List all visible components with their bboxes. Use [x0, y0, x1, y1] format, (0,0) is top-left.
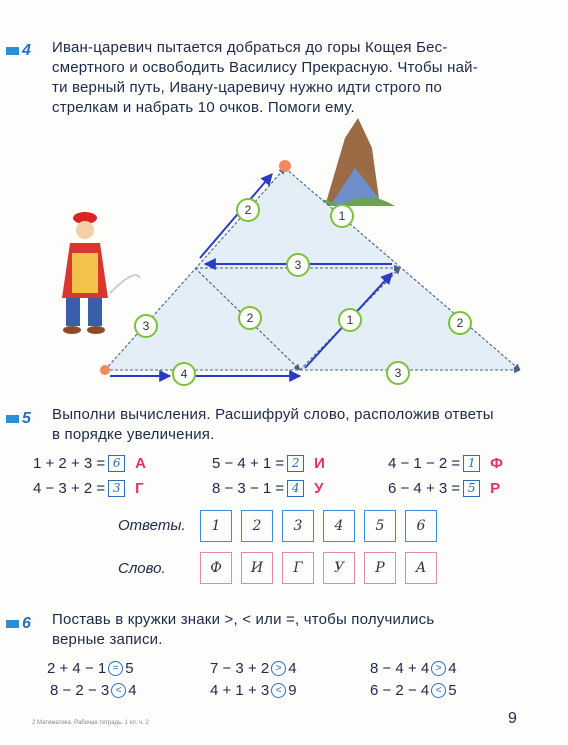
comparison: 4 + 1 + 3 < 9 — [210, 682, 297, 699]
task-6-text: Поставь в кружки знаки >, < или =, чтобы получились верные записи. — [52, 611, 435, 648]
word-cell: Ф — [200, 552, 232, 584]
word-cell: И — [241, 552, 273, 584]
point-circle — [331, 205, 353, 227]
footer-note: 2 Математика. Рабочая тетрадь. 1 кл. ч. 2 — [32, 720, 149, 726]
point-circle — [237, 199, 259, 221]
page-number: 9 — [508, 710, 517, 727]
task-5-text: Выполни вычисления. Расшифруй слово, расположив ответы в порядке увеличения. — [52, 406, 494, 443]
svg-text:1: 1 — [338, 209, 346, 223]
point-circle — [387, 362, 409, 384]
answer-cell: 2 — [241, 510, 273, 542]
word-cell: У — [323, 552, 355, 584]
point-circle — [339, 309, 361, 331]
word-cell: А — [405, 552, 437, 584]
point-circle — [173, 363, 195, 385]
equation: 4 − 1 − 2 = 1 Ф — [388, 455, 503, 472]
svg-text:3: 3 — [294, 258, 302, 272]
answer-cell: 6 — [405, 510, 437, 542]
point-circle — [449, 312, 471, 334]
task-marker-icon — [6, 47, 19, 55]
task-number-6: 6 — [6, 615, 31, 633]
prince-illustration — [62, 212, 140, 334]
svg-text:4: 4 — [180, 367, 188, 381]
answer-cell: 3 — [282, 510, 314, 542]
point-circle — [135, 315, 157, 337]
answers-label: Ответы. — [118, 517, 186, 534]
comparison: 6 − 2 − 4 < 5 — [370, 682, 457, 699]
point-circle — [287, 254, 309, 276]
answer-cell: 5 — [364, 510, 396, 542]
comparison: 7 − 3 + 2 > 4 — [210, 660, 297, 677]
equation: 5 − 4 + 1 = 2 И — [212, 455, 325, 472]
task-4-text: Иван-царевич пытается добраться до горы Кощея Бес- смертного и освободить Василису Прекрасную. Чтобы най- ти верный путь, Ивану-царевичу нужно идти строго по стрелкам и набрать 10 очков. Помоги ему. — [52, 39, 478, 116]
answer-cell: 4 — [323, 510, 355, 542]
comparison: 8 − 2 − 3 < 4 — [50, 682, 137, 699]
word-label: Слово. — [118, 560, 166, 577]
path-diagram — [0, 118, 568, 388]
svg-text:2: 2 — [456, 316, 464, 330]
svg-text:2: 2 — [244, 203, 252, 217]
task-marker-icon — [6, 415, 19, 423]
mountain-illustration — [300, 118, 395, 206]
svg-text:3: 3 — [394, 366, 402, 380]
task-marker-icon — [6, 620, 19, 628]
answer-cell: 1 — [200, 510, 232, 542]
word-cell: Р — [364, 552, 396, 584]
equation: 6 − 4 + 3 = 5 Р — [388, 480, 501, 497]
word-cell: Г — [282, 552, 314, 584]
point-circle — [239, 307, 261, 329]
equation: 4 − 3 + 2 = 3 Г — [33, 480, 144, 497]
svg-text:1: 1 — [346, 313, 354, 327]
task-number-4: 4 — [6, 42, 31, 60]
equation: 1 + 2 + 3 = 6 А — [33, 455, 146, 472]
equation: 8 − 3 − 1 = 4 У — [212, 480, 324, 497]
svg-text:2: 2 — [246, 311, 254, 325]
comparison: 2 + 4 − 1 = 5 — [47, 660, 134, 677]
comparison: 8 − 4 + 4 > 4 — [370, 660, 457, 677]
task-number-5: 5 — [6, 410, 31, 428]
svg-text:3: 3 — [142, 319, 150, 333]
